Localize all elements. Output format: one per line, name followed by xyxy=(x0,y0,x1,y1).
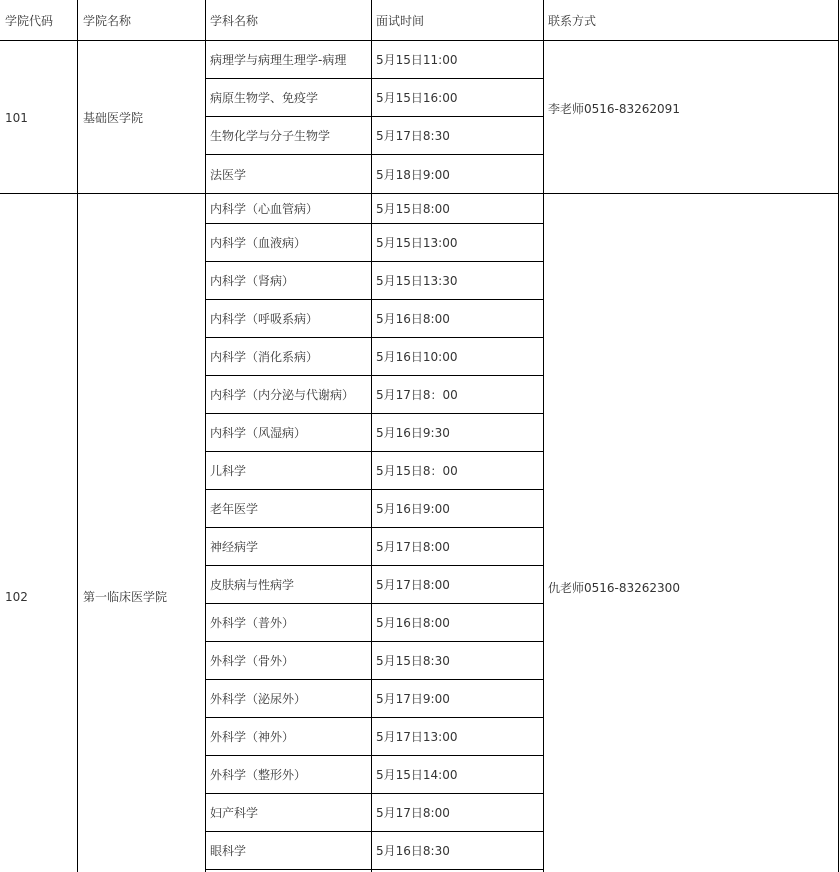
time-cell: 5月16日9:00 xyxy=(376,502,450,516)
subject-cell: 儿科学 xyxy=(210,464,247,478)
subject-cell: 外科学（普外） xyxy=(210,616,295,630)
header-college-code: 学院代码 xyxy=(5,13,54,28)
grid-line xyxy=(205,375,544,376)
time-cell: 5月17日8:00 xyxy=(376,540,450,554)
grid-line xyxy=(205,0,206,872)
grid-line xyxy=(205,154,544,155)
contact-cell: 李老师0516-83262091 xyxy=(548,101,680,116)
time-cell: 5月15日13:00 xyxy=(376,236,458,250)
grid-line xyxy=(205,261,544,262)
contact-cell: 仇老师0516-83262300 xyxy=(548,581,680,595)
header-interview-time: 面试时间 xyxy=(376,13,425,28)
time-cell: 5月15日11:00 xyxy=(376,53,458,67)
grid-line xyxy=(205,337,544,338)
time-cell: 5月15日14:00 xyxy=(376,768,458,782)
time-cell: 5月16日8:30 xyxy=(376,844,450,858)
subject-cell: 内科学（内分泌与代谢病） xyxy=(210,388,355,402)
grid-line xyxy=(205,679,544,680)
college-code-cell: 101 xyxy=(5,110,28,125)
subject-cell: 外科学（骨外） xyxy=(210,654,295,668)
subject-cell: 外科学（神外） xyxy=(210,730,295,744)
grid-line xyxy=(205,717,544,718)
time-cell: 5月15日8：00 xyxy=(376,464,458,478)
subject-cell: 病原生物学、免疫学 xyxy=(210,91,319,105)
subject-cell: 神经病学 xyxy=(210,540,259,554)
time-cell: 5月18日9:00 xyxy=(376,167,450,182)
time-cell: 5月15日8:00 xyxy=(376,202,450,216)
grid-line xyxy=(205,116,544,117)
time-cell: 5月17日8:30 xyxy=(376,129,450,143)
grid-line xyxy=(0,40,839,41)
grid-line xyxy=(543,0,544,872)
grid-line xyxy=(77,0,78,872)
time-cell: 5月16日8:00 xyxy=(376,616,450,630)
subject-cell: 内科学（血液病） xyxy=(210,236,307,250)
subject-cell: 病理学与病理生理学-病理 xyxy=(210,53,347,67)
time-cell: 5月16日9:30 xyxy=(376,426,450,440)
grid-line xyxy=(205,869,544,870)
subject-cell: 内科学（肾病） xyxy=(210,274,295,288)
grid-line xyxy=(205,603,544,604)
grid-line xyxy=(205,755,544,756)
time-cell: 5月15日13:30 xyxy=(376,274,458,288)
college-code-cell: 102 xyxy=(5,590,28,604)
time-cell: 5月17日8：00 xyxy=(376,388,458,402)
subject-cell: 内科学（消化系病） xyxy=(210,350,319,364)
grid-line xyxy=(371,0,372,872)
grid-line xyxy=(205,78,544,79)
subject-cell: 外科学（泌尿外） xyxy=(210,692,307,706)
grid-line xyxy=(205,565,544,566)
college-name-cell: 基础医学院 xyxy=(83,110,144,125)
subject-cell: 法医学 xyxy=(210,167,247,182)
subject-cell: 妇产科学 xyxy=(210,806,259,820)
subject-cell: 皮肤病与性病学 xyxy=(210,578,295,592)
grid-line xyxy=(205,793,544,794)
subject-cell: 生物化学与分子生物学 xyxy=(210,129,331,143)
time-cell: 5月16日10:00 xyxy=(376,350,458,364)
college-name-cell: 第一临床医学院 xyxy=(83,590,168,604)
subject-cell: 老年医学 xyxy=(210,502,259,516)
time-cell: 5月17日8:00 xyxy=(376,806,450,820)
time-cell: 5月17日8:00 xyxy=(376,578,450,592)
grid-line xyxy=(205,527,544,528)
time-cell: 5月17日9:00 xyxy=(376,692,450,706)
subject-cell: 外科学（整形外） xyxy=(210,768,307,782)
header-subject-name: 学科名称 xyxy=(210,13,259,28)
grid-line xyxy=(838,0,839,872)
grid-line xyxy=(205,223,544,224)
header-college-name: 学院名称 xyxy=(83,13,132,28)
grid-line xyxy=(205,413,544,414)
grid-line xyxy=(205,299,544,300)
subject-cell: 内科学（风湿病） xyxy=(210,426,307,440)
grid-line xyxy=(205,489,544,490)
subject-cell: 内科学（心血管病） xyxy=(210,202,319,216)
time-cell: 5月15日8:30 xyxy=(376,654,450,668)
time-cell: 5月15日16:00 xyxy=(376,91,458,105)
grid-line xyxy=(205,451,544,452)
grid-line xyxy=(0,193,839,194)
time-cell: 5月16日8:00 xyxy=(376,312,450,326)
grid-line xyxy=(205,831,544,832)
header-contact: 联系方式 xyxy=(548,13,597,28)
grid-line xyxy=(205,641,544,642)
subject-cell: 内科学（呼吸系病） xyxy=(210,312,319,326)
subject-cell: 眼科学 xyxy=(210,844,247,858)
time-cell: 5月17日13:00 xyxy=(376,730,458,744)
